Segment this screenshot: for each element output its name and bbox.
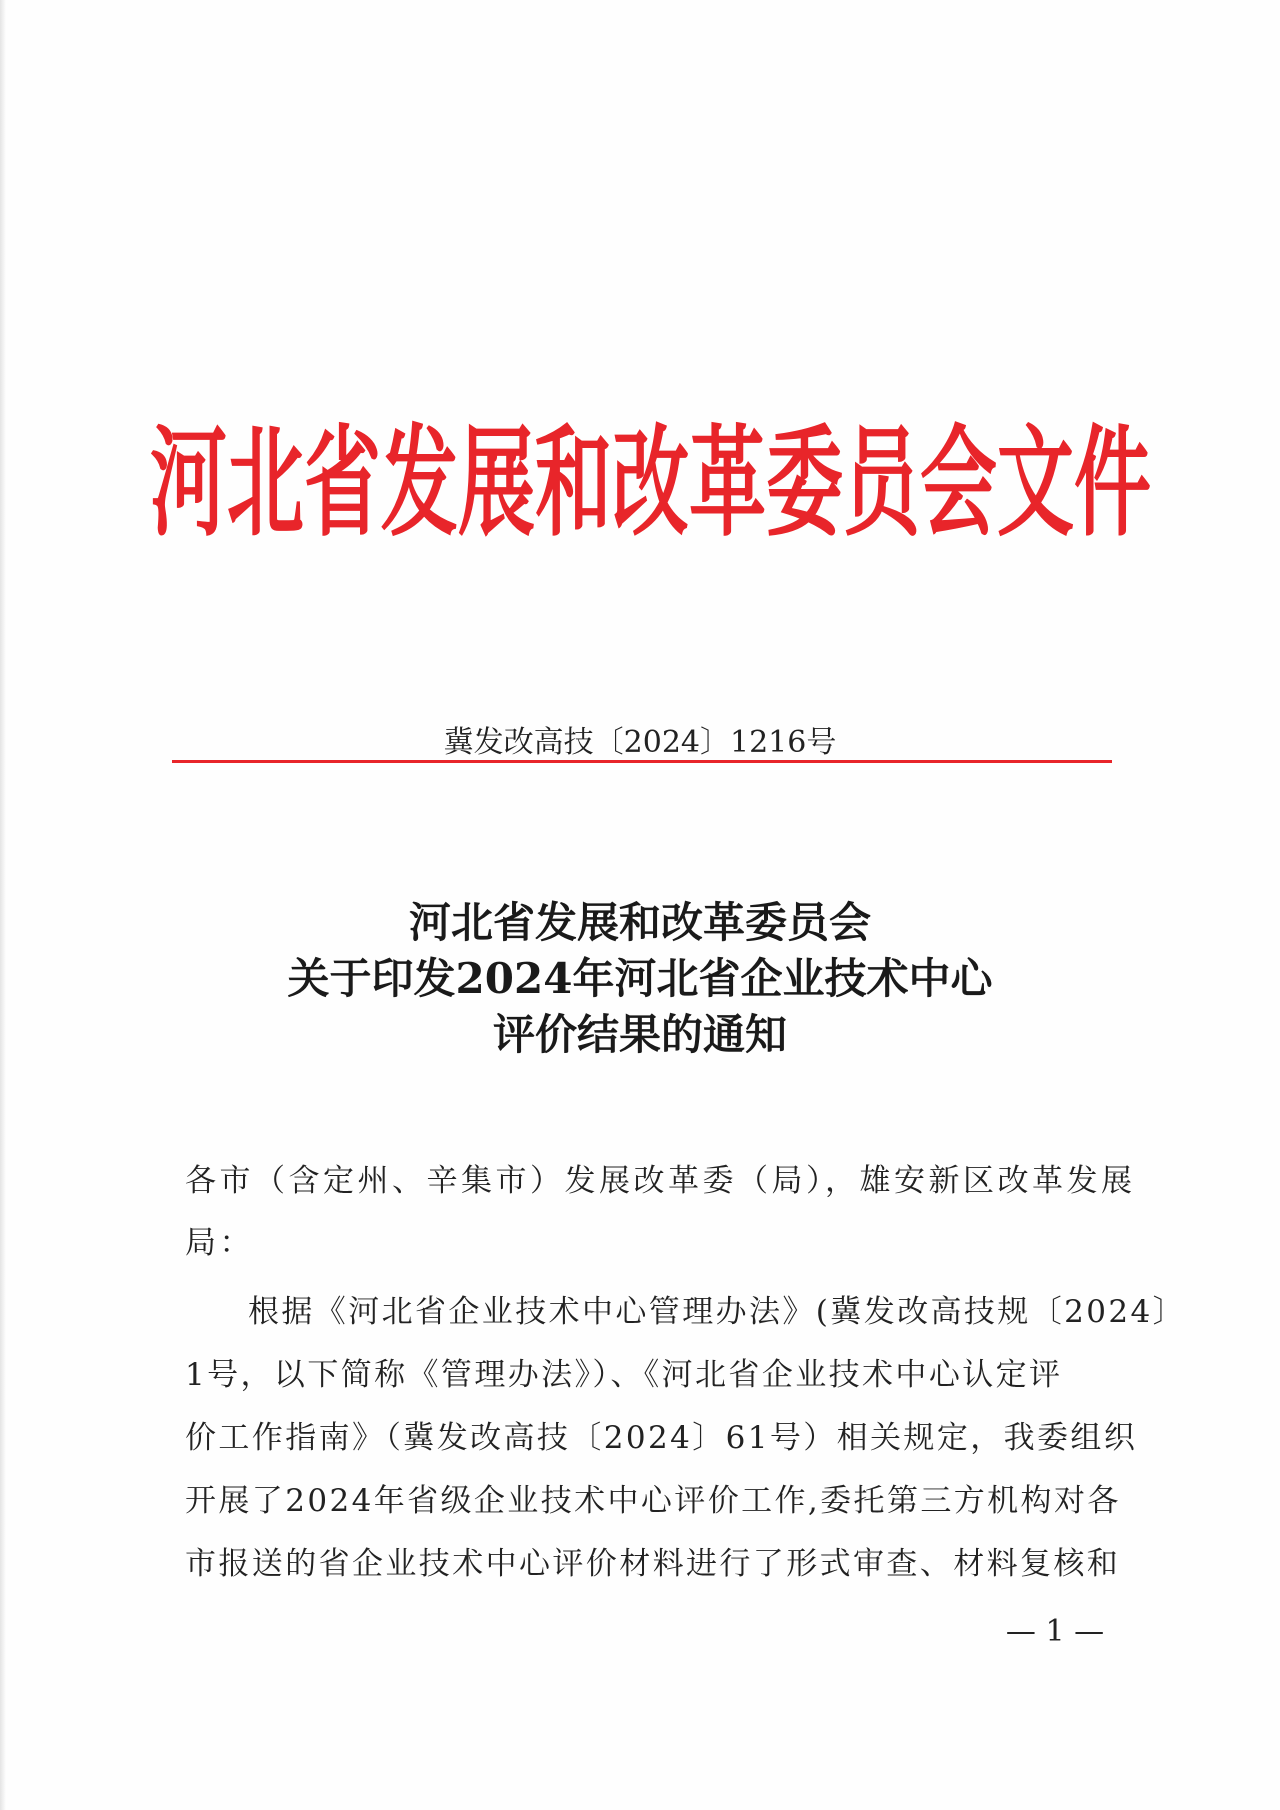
body-line: 开展了2024年省级企业技术中心评价工作,委托第三方机构对各	[185, 1483, 1121, 1519]
body-line: 价工作指南》（冀发改高技〔2024〕61号）相关规定，我委组织	[185, 1420, 1138, 1456]
scan-edge	[0, 0, 6, 1810]
body-line: 市报送的省企业技术中心评价材料进行了形式审查、材料复核和	[185, 1546, 1121, 1582]
body-paragraph	[185, 1281, 1186, 1596]
body-line: 1号，以下简称《管理办法》）、《河北省企业技术中心认定评	[185, 1357, 1063, 1393]
notice-title-line-2: 关于印发2024年河北省企业技术中心	[287, 954, 993, 1003]
red-header-title: 河北省发展和改革委员会文件	[150, 415, 1151, 554]
document-number: 冀发改高技〔2024〕1216号	[443, 725, 837, 760]
salutation-line-1: 各市（含定州、辛集市）发展改革委（局），雄安新区改革发展	[185, 1163, 1136, 1199]
salutation	[185, 1150, 1136, 1274]
notice-title	[170, 895, 1110, 1063]
body-line: 根据《河北省企业技术中心管理办法》(冀发改高技规〔2024〕	[248, 1294, 1186, 1330]
red-divider-line	[172, 760, 1112, 763]
page-number: — 1 —	[1005, 1614, 1105, 1649]
notice-title-line-1: 河北省发展和改革委员会	[408, 898, 871, 947]
salutation-line-2: 局：	[185, 1225, 254, 1261]
notice-title-line-3: 评价结果的通知	[492, 1010, 787, 1059]
